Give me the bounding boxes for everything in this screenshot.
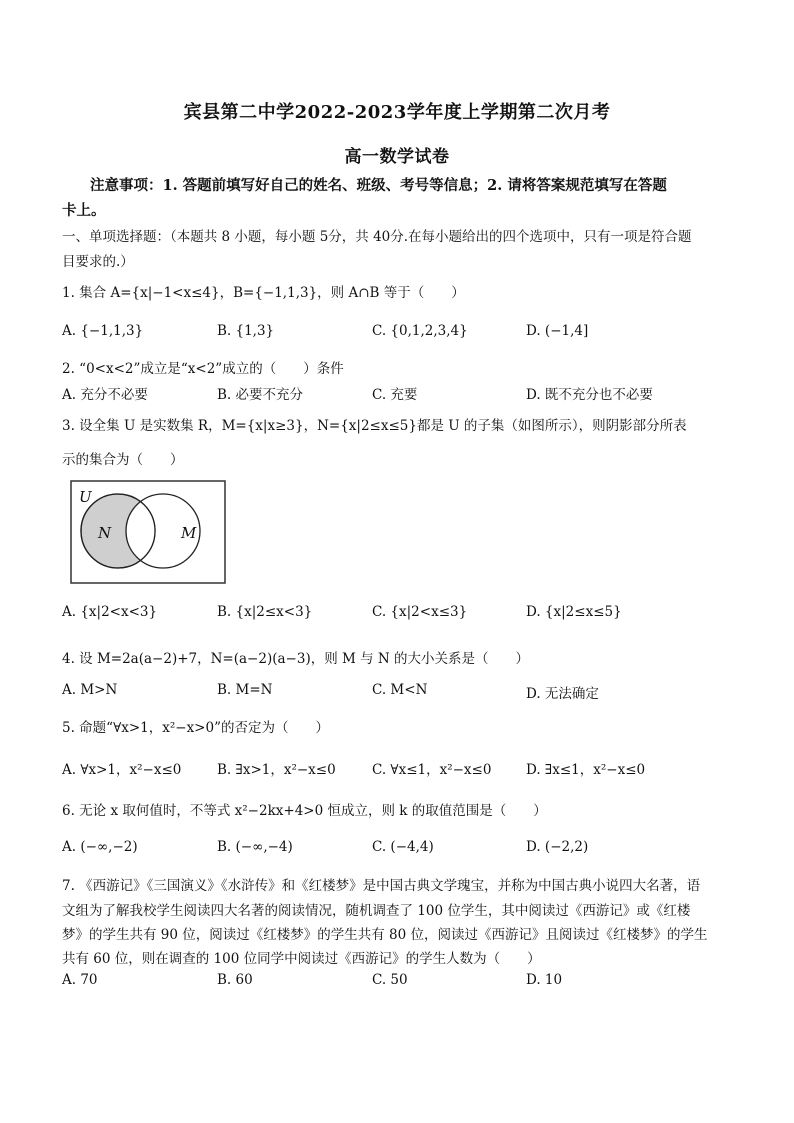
- notice-line-1: 注意事项：1. 答题前填写好自己的姓名、班级、考号等信息；2. 请将答案规范填写在答题: [90, 177, 667, 194]
- question-6-option-b: B. (−∞,−4): [217, 839, 293, 855]
- question-2-option-d: D. 既不充分也不必要: [526, 387, 653, 403]
- question-3-option-a: A. {x|2<x<3}: [62, 604, 158, 620]
- question-7-stem-line-1: 7. 《西游记》《三国演义》《水浒传》和《红楼梦》是中国古典文学瑰宝，并称为中国古典小说四大名著，语: [62, 878, 701, 894]
- set-m-label: M: [181, 524, 197, 542]
- notice-line-2: 卡上。: [62, 202, 106, 219]
- question-4-stem: 4. 设 M=2a(a−2)+7，N=(a−2)(a−3)，则 M 与 N 的大小关系是（ ）: [62, 651, 530, 667]
- question-3-stem-line-2: 示的集合为（ ）: [62, 452, 184, 468]
- question-7-stem-line-3: 梦》的学生共有 90 位，阅读过《红楼梦》的学生共有 80 位，阅读过《西游记》且阅读过《红楼梦》的学生: [62, 927, 708, 943]
- question-5-option-d: D. ∃x≤1，x²−x≤0: [526, 762, 646, 778]
- question-7-option-c: C. 50: [372, 972, 408, 988]
- section-heading-line-2: 目要求的.）: [62, 254, 134, 270]
- universe-label: U: [79, 488, 92, 506]
- exam-subtitle: 高一数学试卷: [344, 147, 450, 167]
- question-1-option-a: A. {−1,1,3}: [62, 323, 144, 339]
- question-2-option-c: C. 充要: [372, 387, 418, 403]
- exam-title: 宾县第二中学2022-2023学年度上学期第二次月考: [183, 102, 611, 123]
- question-4-option-a: A. M>N: [62, 682, 118, 698]
- question-7-stem-line-2: 文组为了解我校学生阅读四大名著的阅读情况，随机调查了 100 位学生，其中阅读过《西游记》或《红楼: [62, 903, 691, 919]
- question-5-option-c: C. ∀x≤1，x²−x≤0: [372, 762, 492, 778]
- question-3-stem-line-1: 3. 设全集 U 是实数集 R，M={x|x≥3}，N={x|2≤x≤5}都是 U 的子集（如图所示），则阴影部分所表: [62, 418, 687, 434]
- question-1-option-c: C. {0,1,2,3,4}: [372, 323, 468, 339]
- question-1-option-d: D. (−1,4]: [526, 323, 589, 339]
- question-7-option-b: B. 60: [217, 972, 253, 988]
- question-4-option-c: C. M<N: [372, 682, 428, 698]
- question-2-option-b: B. 必要不充分: [217, 387, 304, 403]
- question-4-option-d: D. 无法确定: [526, 686, 599, 702]
- question-5-option-a: A. ∀x>1，x²−x≤0: [62, 762, 182, 778]
- question-4-option-b: B. M=N: [217, 682, 273, 698]
- question-3-option-d: D. {x|2≤x≤5}: [526, 604, 622, 620]
- question-3-option-c: C. {x|2<x≤3}: [372, 604, 468, 620]
- question-5-option-b: B. ∃x>1，x²−x≤0: [217, 762, 336, 778]
- question-2-stem: 2. “0<x<2”成立是“x<2”成立的（ ）条件: [62, 361, 344, 377]
- question-5-stem: 5. 命题“∀x>1，x²−x>0”的否定为（ ）: [62, 720, 329, 736]
- question-6-option-d: D. (−2,2): [526, 839, 589, 855]
- question-7-option-d: D. 10: [526, 972, 563, 988]
- question-1-option-b: B. {1,3}: [217, 323, 275, 339]
- question-6-option-c: C. (−4,4): [372, 839, 434, 855]
- question-6-stem: 6. 无论 x 取何值时，不等式 x²−2kx+4>0 恒成立，则 k 的取值范围是（ ）: [62, 803, 547, 819]
- question-2-option-a: A. 充分不必要: [62, 387, 148, 403]
- question-6-option-a: A. (−∞,−2): [62, 839, 138, 855]
- venn-diagram: [70, 480, 226, 584]
- question-3-option-b: B. {x|2≤x<3}: [217, 604, 313, 620]
- question-7-stem-line-4: 共有 60 位，则在调查的 100 位同学中阅读过《西游记》的学生人数为（ ）: [62, 951, 541, 967]
- question-1-stem: 1. 集合 A={x|−1<x≤4}，B={−1,1,3}，则 A∩B 等于（ ）: [62, 285, 465, 301]
- question-7-option-a: A. 70: [62, 972, 98, 988]
- section-heading-line-1: 一、单项选择题：（本题共 8 小题，每小题 5分，共 40分.在每小题给出的四个选项中，只有一项是符合题: [62, 229, 692, 245]
- set-n-label: N: [98, 524, 112, 542]
